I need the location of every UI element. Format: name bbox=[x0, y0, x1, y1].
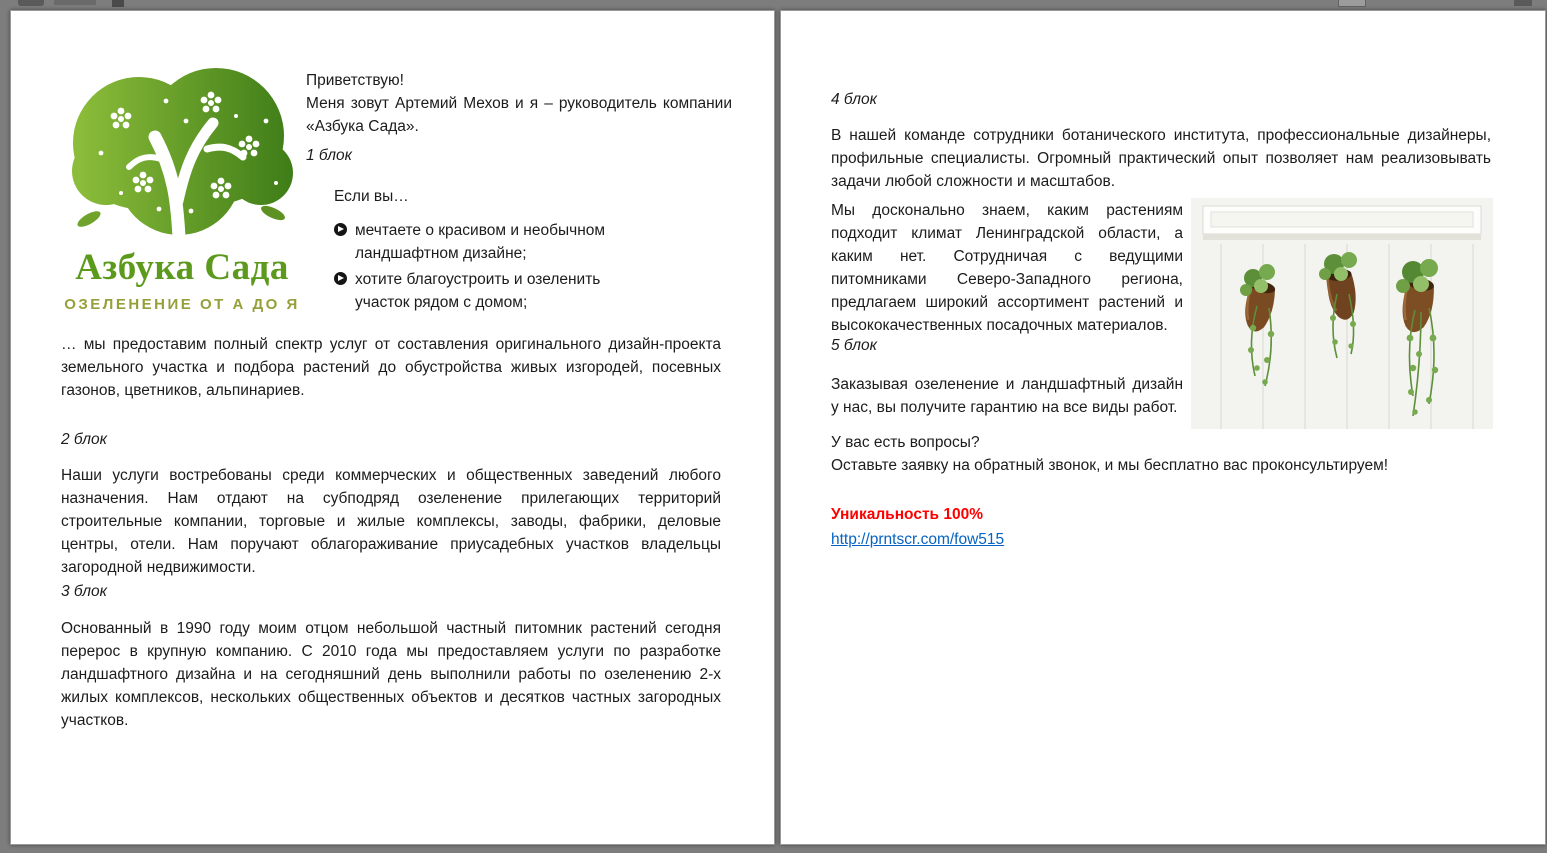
ribbon-fragment-icon bbox=[1514, 0, 1532, 6]
paragraph-block-3: Основанный в 1990 году моим отцом небольшой частный питомник растений сегодня перерос в крупную компанию. С 2010 года мы предоставляем услуги по разработке ландшафтного дизайна и на сегодняшний день выполнили работы по озеленению 2-х жилых комплексов, нескольких общественных объектов и десятков частных загородных участков. bbox=[61, 620, 721, 729]
ribbon-fragment-icon bbox=[18, 0, 44, 6]
bullet-text: мечтаете о красивом и необычном ландшафтном дизайне; bbox=[355, 222, 606, 262]
uniqueness-label: Уникальность 100% bbox=[831, 506, 984, 523]
bullet-list bbox=[334, 219, 606, 317]
if-you-line: Если вы… bbox=[334, 188, 409, 205]
arrow-circle-bullet-icon bbox=[334, 272, 347, 285]
company-logo bbox=[61, 61, 303, 313]
paragraph-block-2: Наши услуги востребованы среди коммерческих и общественных заведений любого назначения. Нам отдают на субподряд озеленение прилегающих территорий строительные компании, торговые и жилые комплексы, заводы, фабрики, деловые центры, отели. Нам поручают облагораживание приусадебных участков владельцы загородной недвижимости. bbox=[61, 467, 721, 576]
paragraph-services: … мы предоставим полный спектр услуг от составления оригинального дизайн-проекта земельного участка и подбора растений до обустройства живых изгородей, посевных газонов, цветников, альпинариев. bbox=[61, 336, 721, 399]
paragraph-block-5: Заказывая озеленение и ландшафтный дизайн у нас, вы получите гарантию на все виды работ. bbox=[831, 376, 1183, 416]
toolbar-strip bbox=[0, 0, 1547, 9]
logo-tree-icon bbox=[61, 61, 303, 239]
question-line: У вас есть вопросы? bbox=[831, 434, 980, 451]
greeting-text bbox=[306, 69, 732, 138]
plants-in-clogs-photo bbox=[1191, 198, 1493, 429]
page-1 bbox=[10, 10, 775, 845]
page-2 bbox=[780, 10, 1546, 845]
block-2-label: 2 блок bbox=[61, 431, 107, 448]
questions-text bbox=[831, 431, 1491, 477]
logo-subtitle: ОЗЕЛЕНЕНИЕ ОТ А ДО Я bbox=[64, 296, 300, 313]
ribbon-fragment-icon bbox=[1338, 0, 1366, 7]
ribbon-fragment-icon bbox=[54, 0, 96, 5]
paragraph-block-4: В нашей команде сотрудники ботанического института, профессиональные дизайнеры, профильные специалисты. Огромный практический опыт позволяет нам реализовывать задачи любой сложности и масштабов. bbox=[831, 127, 1491, 190]
screenshot-link[interactable]: http://prntscr.com/fow515 bbox=[831, 531, 1005, 548]
question-line: Оставьте заявку на обратный звонок, и мы бесплатно вас проконсультируем! bbox=[831, 457, 1389, 474]
arrow-circle-bullet-icon bbox=[334, 223, 347, 236]
bullet-text: хотите благоустроить и озеленить участок рядом с домом; bbox=[355, 271, 601, 311]
block-1-label: 1 блок bbox=[306, 147, 352, 164]
plants-photo-illustration bbox=[1191, 198, 1493, 429]
paragraph-climate: Мы досконально знаем, каким растениям подходит климат Ленинградской области, а каким нет. Сотрудничая с ведущими питомниками Северо-Западного региона, предлагаем широкий ассортимент растений и высококачественных посадочных материалов. bbox=[831, 202, 1183, 334]
ribbon-fragment-icon bbox=[112, 0, 124, 7]
block-3-label: 3 блок bbox=[61, 583, 107, 600]
list-item bbox=[334, 219, 606, 265]
logo-title: Азбука Сада bbox=[75, 247, 289, 288]
greeting-line: Приветствую! bbox=[306, 72, 404, 89]
greeting-line: Меня зовут Артемий Мехов и я – руководитель компании «Азбука Сада». bbox=[306, 95, 732, 135]
list-item bbox=[334, 268, 606, 314]
block-4-label: 4 блок bbox=[831, 91, 877, 108]
block-5-label: 5 блок bbox=[831, 337, 877, 354]
